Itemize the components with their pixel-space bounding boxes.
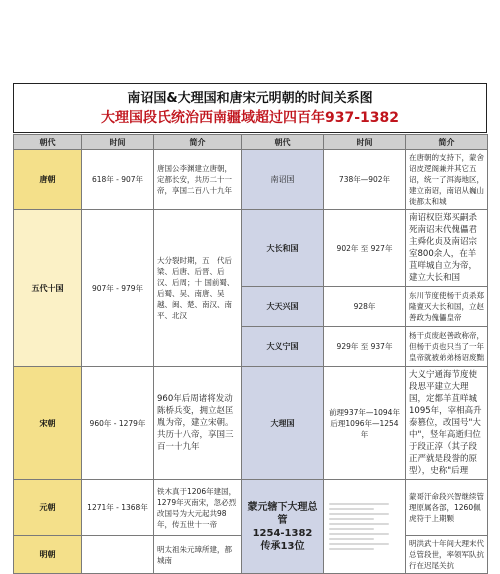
header-intro: 简介 <box>154 135 242 150</box>
state-cell: 大理国 <box>242 367 324 480</box>
desc-cell: 铁木真于1206年建国，1279年灭南宋，忽必烈改国号为大元起共98年，传五世十一帝 <box>154 480 242 536</box>
state-desc-cell: 南诏权臣郑买嗣杀死南诏末代傀儡君主舜化贞及南诏宗室800余人，在羊苴咩城自立为帝，建立大长和国 <box>406 210 488 287</box>
table-row <box>14 150 488 210</box>
state-period-cell: 928年 <box>324 287 406 327</box>
header-time: 时间 <box>82 135 154 150</box>
sub-title: 大理国段氏统治西南疆域超过四百年937-1382 <box>101 110 399 126</box>
period-cell: 618年 - 907年 <box>82 150 154 210</box>
state-cell: 大义宁国 <box>242 327 324 367</box>
period-cell: 960年 - 1279年 <box>82 367 154 480</box>
state-period-cell: 902年 至 927年 <box>324 210 406 287</box>
dynasty-cell: 唐朝 <box>14 150 82 210</box>
state-line: 传承13位 <box>260 540 305 552</box>
desc-cell: 大分裂时期，五 代后梁、后唐、后晋、后汉、后周；十 国前蜀、后蜀、吴、南唐、吴越、闽、楚、南汉、南平、北汉 <box>154 210 242 367</box>
dynasty-cell: 明朝 <box>14 536 82 574</box>
header-dynasty-2: 朝代 <box>242 135 324 150</box>
table-row <box>14 367 488 480</box>
dynasty-cell: 五代十国 <box>14 210 82 367</box>
table-row <box>14 210 488 287</box>
dynasty-cell: 宋朝 <box>14 367 82 480</box>
state-desc-cell: 在唐朝的支持下，蒙舍诏皮逻阁兼并其它五诏，统一了洱海地区，建立南诏，南诏从巍山徙都太和城 <box>406 150 488 210</box>
state-period-cell: 738年—902年 <box>324 150 406 210</box>
desc-cell: 960年后周诸将发动陈桥兵变，拥立赵匡胤为帝，建立宋朝。共历十八帝，享国三百一十九年 <box>154 367 242 480</box>
state-period-cell: 前理937年—1094年 后理1096年—1254年 <box>324 367 406 480</box>
state-desc-cell: 东川节度使杨干贞杀郑隆亶灭大长和国，立赵善政为傀儡皇帝 <box>406 287 488 327</box>
title-box <box>13 83 487 133</box>
dynasty-cell: 元朝 <box>14 480 82 536</box>
main-title: 南诏国&大理国和唐宋元明朝的时间关系图 <box>127 91 373 106</box>
state-cell: 南诏国 <box>242 150 324 210</box>
state-desc-cell: 杨干贞废赵善政称帝，但杨干贞也只当了一年皇帝就被弟弟杨诏废黜 <box>406 327 488 367</box>
timeline-table <box>13 134 488 574</box>
desc-cell: 明太祖朱元璋所建，都城南 <box>154 536 242 574</box>
period-cell <box>82 536 154 574</box>
succession-list-image <box>324 480 406 574</box>
state-desc-cell: 蒙哥汗命段兴智继续管理原属各部，1260佩虎符于上期颗 <box>406 480 488 536</box>
state-cell <box>242 480 324 574</box>
state-cell: 大长和国 <box>242 210 324 287</box>
header-time-2: 时间 <box>324 135 406 150</box>
state-line: 蒙元辖下大理总管 <box>247 501 318 526</box>
desc-cell: 唐国公李渊建立唐朝，定都长安，共历二十一帝，享国二百八十九年 <box>154 150 242 210</box>
table-row <box>14 480 488 536</box>
state-period-cell: 929年 至 937年 <box>324 327 406 367</box>
period-cell: 1271年 - 1368年 <box>82 480 154 536</box>
header-row <box>14 135 488 150</box>
header-dynasty: 朝代 <box>14 135 82 150</box>
state-desc-cell: 明洪武十年间大理末代总管段世，率领军队抗行在迟尾关抗 <box>406 536 488 574</box>
period-cell: 907年 - 979年 <box>82 210 154 367</box>
state-line: 1254-1382 <box>252 527 313 539</box>
state-desc-cell: 大义宁通海节度使段思平建立大理国，定都羊苴咩城1095年，宰相高升泰篡位，改国号"大中"，竖年高逝归位于段正淳（其子段正严就是段誉的原型），史称"后理 <box>406 367 488 480</box>
state-cell: 大天兴国 <box>242 287 324 327</box>
header-intro-2: 简介 <box>406 135 488 150</box>
